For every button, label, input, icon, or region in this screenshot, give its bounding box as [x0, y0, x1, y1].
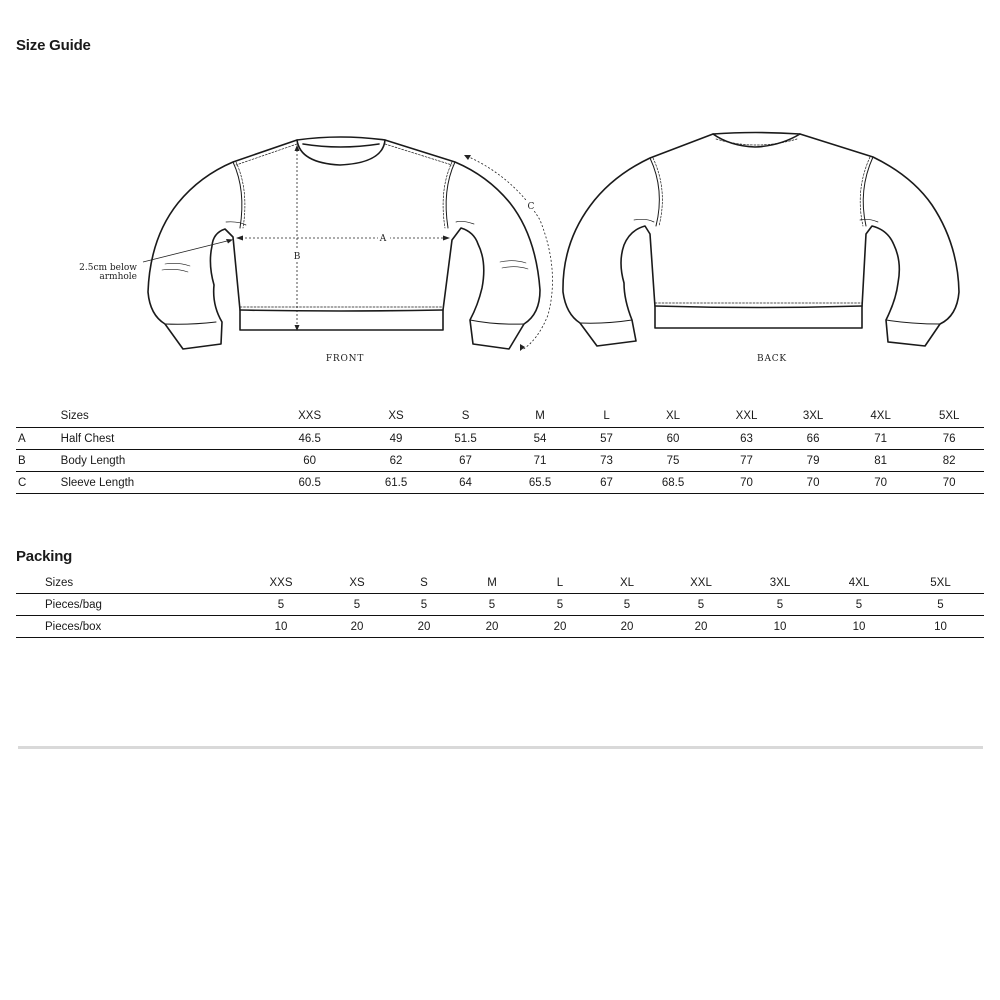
table-cell: 61.5: [384, 476, 408, 489]
table-cell: 20: [620, 620, 634, 633]
row-code: A: [18, 432, 26, 445]
table-cell: 66: [806, 432, 820, 445]
size-header: M: [535, 410, 545, 422]
packing-title: Packing: [16, 548, 73, 565]
sweatshirt-diagram: [0, 120, 1000, 380]
table-cell: 10: [934, 620, 947, 633]
table-cell: 5: [855, 598, 863, 611]
measurement-guides: [237, 146, 553, 350]
row-label: Body Length: [60, 454, 126, 467]
size-header: XXS: [298, 410, 322, 422]
table-cell: 63: [740, 432, 753, 445]
table-cell: 46.5: [298, 432, 321, 445]
table-cell: 5: [488, 598, 496, 611]
table-cell: 76: [942, 432, 956, 445]
table-cell: 70: [942, 476, 956, 489]
table-row: [16, 472, 984, 494]
marker-b-label: B: [293, 252, 301, 262]
table-cell: 82: [942, 454, 956, 467]
row-code: C: [18, 476, 27, 489]
size-header: 3XL: [769, 576, 791, 589]
table-cell: 5: [937, 598, 944, 611]
table-cell: 71: [874, 432, 887, 445]
size-header: 5XL: [930, 576, 951, 589]
size-header: XL: [619, 576, 635, 589]
size-header: XS: [349, 576, 365, 589]
table-cell: 60: [666, 432, 680, 445]
size-header: XXL: [735, 410, 758, 422]
size-header: 3XL: [802, 410, 824, 422]
size-header: L: [556, 576, 564, 589]
table-cell: 54: [533, 432, 547, 445]
table-cell: 60: [303, 454, 317, 467]
size-guide-header-label: Sizes: [60, 410, 89, 422]
table-cell: 5: [776, 598, 784, 611]
table-cell: 70: [740, 476, 753, 489]
table-cell: 51.5: [454, 432, 477, 445]
size-header: XXS: [269, 576, 293, 589]
table-cell: 62: [389, 454, 403, 467]
table-cell: 5: [353, 598, 361, 611]
row-label: Sleeve Length: [60, 476, 135, 489]
table-cell: 10: [773, 620, 787, 633]
size-header: XXL: [690, 576, 712, 589]
section-divider: [18, 746, 983, 749]
size-header: XS: [388, 410, 404, 422]
size-header: XL: [666, 410, 681, 422]
table-cell: 71: [533, 454, 547, 467]
table-cell: 20: [694, 620, 708, 633]
size-header: S: [461, 410, 470, 422]
table-cell: 5: [623, 598, 631, 611]
marker-a-label: A: [379, 234, 387, 244]
table-cell: 20: [485, 620, 499, 633]
size-guide-title: Size Guide: [16, 37, 91, 54]
armhole-annotation-line1: 2.5cm below: [79, 263, 137, 273]
back-sweatshirt-drawing: [563, 133, 959, 347]
back-view-label: BACK: [757, 354, 787, 364]
table-cell: 49: [389, 432, 403, 445]
packing-header-label: Sizes: [45, 576, 74, 589]
table-cell: 79: [806, 454, 820, 467]
size-guide-header-row: [16, 405, 984, 428]
marker-c-label: C: [527, 202, 535, 212]
table-cell: 20: [417, 620, 431, 633]
table-cell: 67: [459, 454, 472, 467]
table-cell: 57: [600, 432, 613, 445]
size-header: 4XL: [848, 576, 870, 589]
table-row: [16, 594, 984, 616]
table-cell: 81: [874, 454, 887, 467]
row-code: B: [18, 454, 26, 467]
table-cell: 64: [459, 476, 472, 489]
front-sweatshirt-drawing: [148, 137, 540, 349]
table-cell: 70: [806, 476, 820, 489]
armhole-annotation-line2: armhole: [99, 272, 137, 282]
table-cell: 20: [553, 620, 567, 633]
table-cell: 75: [666, 454, 680, 467]
table-cell: 65.5: [528, 476, 552, 489]
size-header: S: [420, 576, 428, 589]
row-label: Half Chest: [60, 432, 115, 445]
size-header: 4XL: [870, 410, 891, 422]
size-header: M: [487, 576, 497, 589]
table-row: [16, 428, 984, 450]
table-cell: 5: [556, 598, 564, 611]
row-label: Pieces/box: [45, 620, 102, 633]
table-cell: 77: [740, 454, 753, 467]
table-cell: 20: [350, 620, 364, 633]
table-cell: 5: [420, 598, 428, 611]
packing-header-row: [16, 572, 984, 594]
size-header: 5XL: [938, 410, 960, 422]
table-row: [16, 450, 984, 472]
table-cell: 5: [277, 598, 285, 611]
table-cell: 60.5: [298, 476, 321, 489]
table-cell: 10: [852, 620, 866, 633]
table-cell: 67: [600, 476, 613, 489]
table-row: [16, 616, 984, 638]
size-header: L: [603, 410, 610, 422]
size-guide-table: [16, 405, 984, 494]
table-cell: 70: [874, 476, 887, 489]
front-view-label: FRONT: [325, 354, 365, 364]
row-label: Pieces/bag: [45, 598, 102, 611]
packing-table: [16, 572, 984, 638]
table-cell: 68.5: [661, 476, 685, 489]
table-cell: 10: [274, 620, 288, 633]
table-cell: 5: [697, 598, 705, 611]
table-cell: 73: [600, 454, 613, 467]
